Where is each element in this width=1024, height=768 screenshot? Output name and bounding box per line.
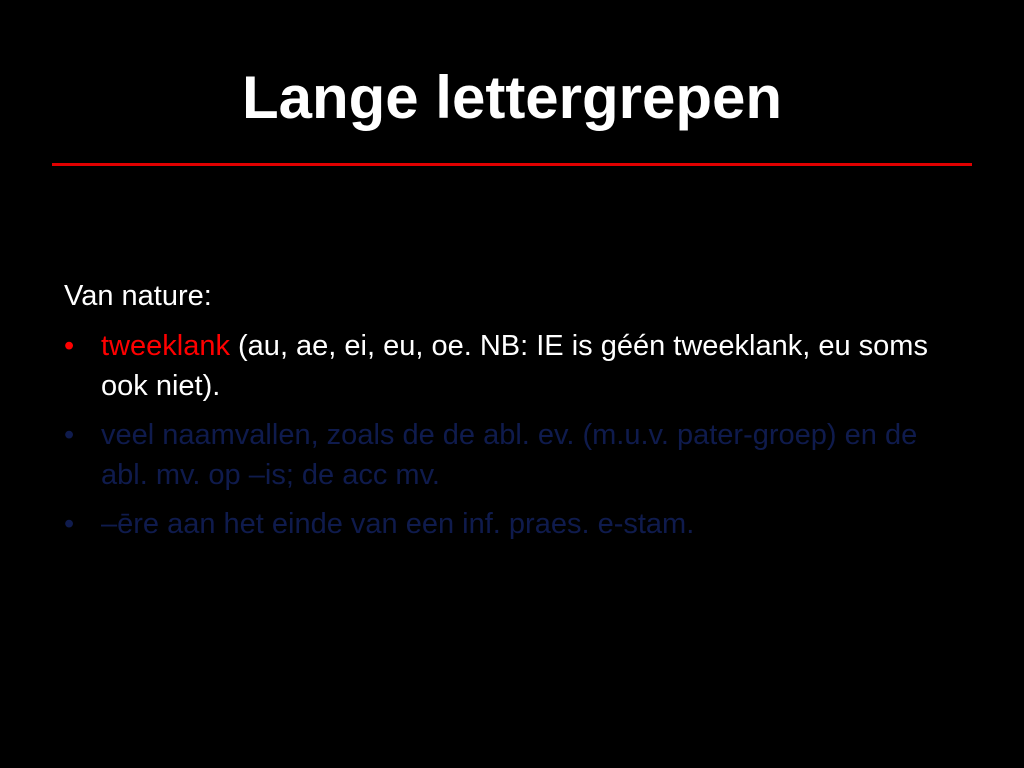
intro-text: Van nature: <box>64 280 212 312</box>
bullet-dot-icon: • <box>64 419 75 451</box>
title-divider <box>52 163 972 166</box>
bullet-item-tweeklank <box>64 326 964 406</box>
bullet-text: –ēre aan het einde van een inf. praes. e-stam. <box>101 508 695 540</box>
bullet-text: (au, ae, ei, eu, oe. NB: IE is géén tweeklank, eu soms ook niet). <box>101 330 928 402</box>
slide-body <box>64 276 964 553</box>
slide-title: Lange lettergrepen <box>241 64 783 131</box>
bullet-item-naamvallen <box>64 415 964 495</box>
bullet-text: veel naamvallen, zoals de de abl. ev. (m.u.v. pater-groep) en de abl. mv. op –is; de acc mv. <box>101 419 918 491</box>
highlighted-term: tweeklank <box>101 330 230 362</box>
bullet-list <box>64 326 964 544</box>
bullet-item-ere <box>64 504 964 544</box>
bullet-dot-icon: • <box>64 508 75 540</box>
bullet-dot-icon: • <box>64 330 75 362</box>
